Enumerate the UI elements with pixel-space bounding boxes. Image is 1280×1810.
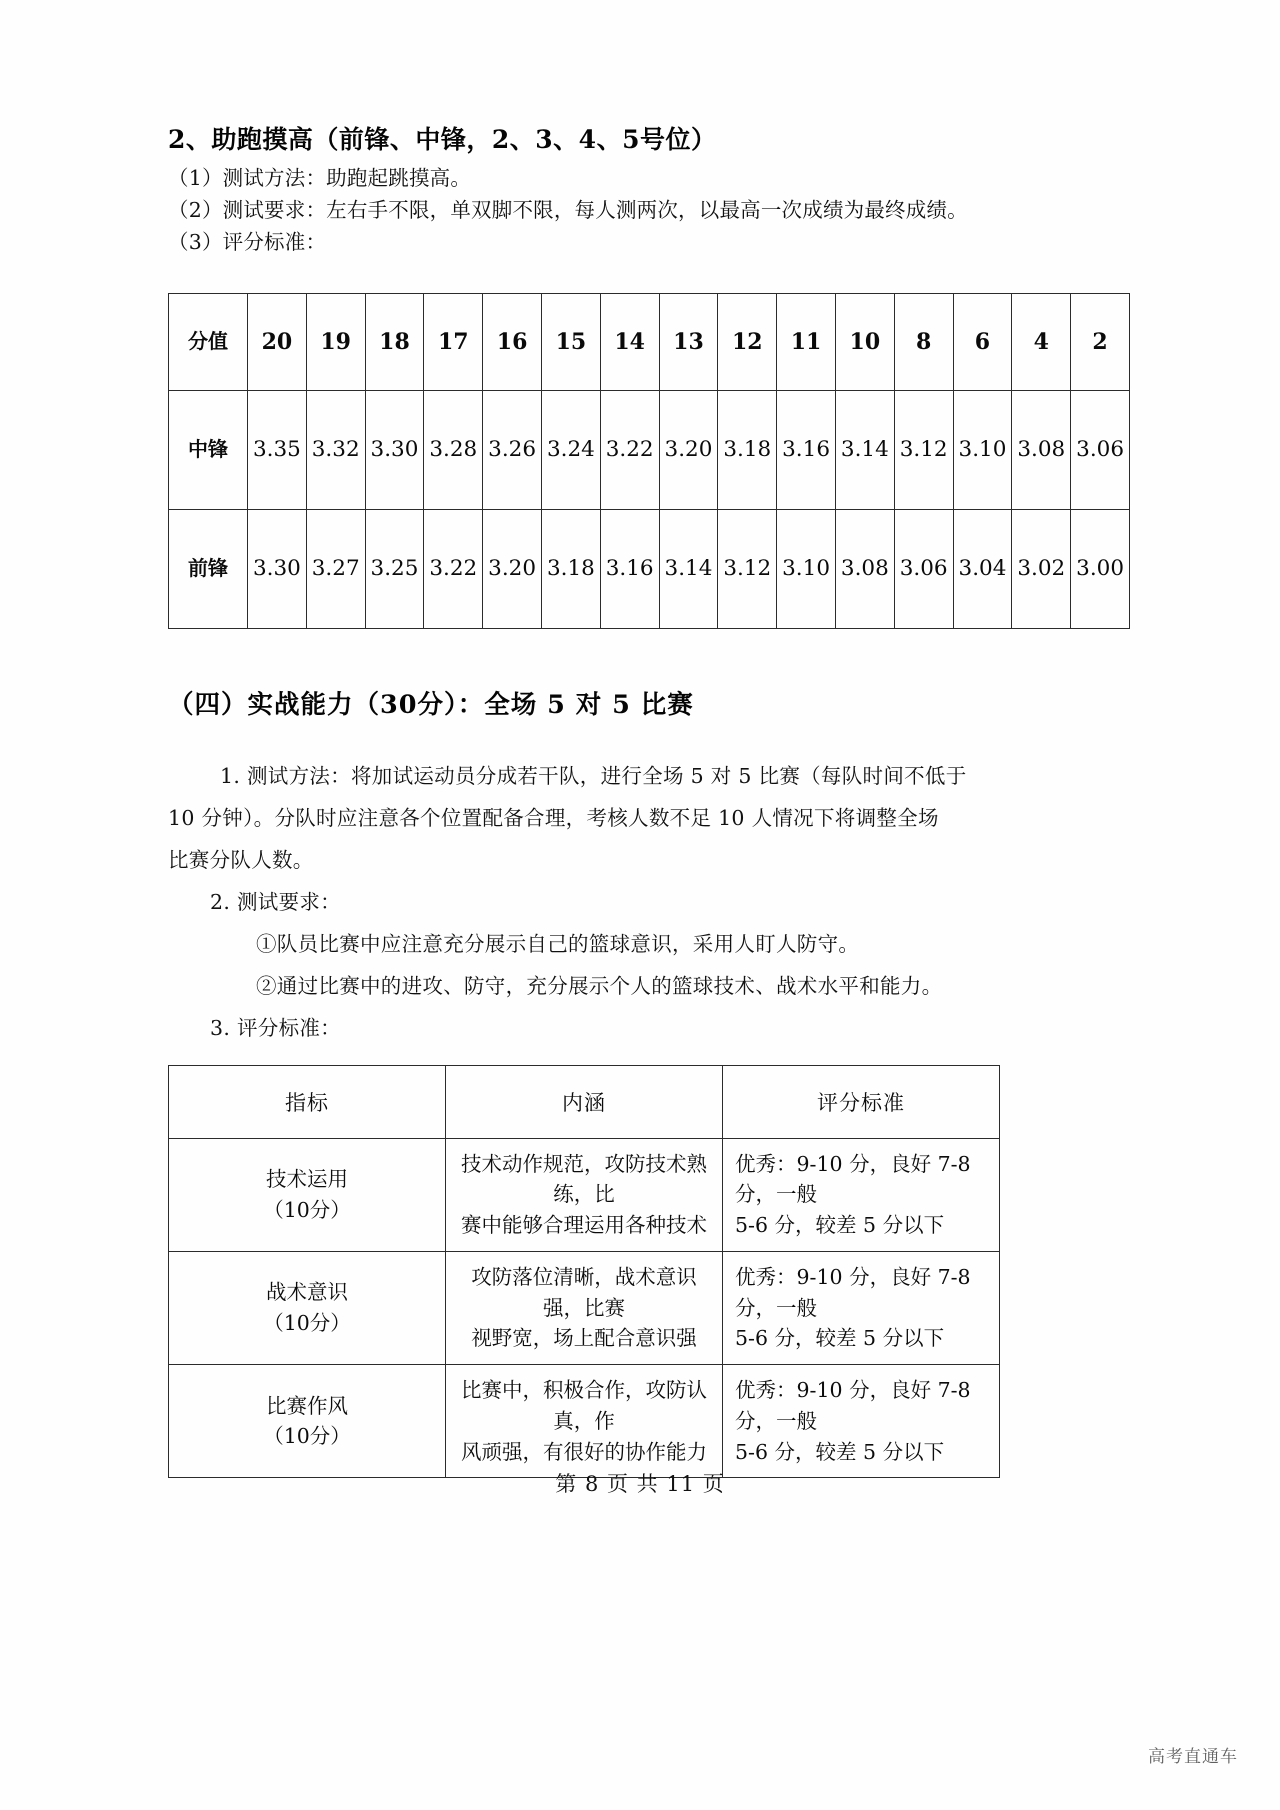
score-header-cell: 11 xyxy=(777,293,836,390)
section-heading-practical-ability: （四）实战能力（30分）：全场 5 对 5 比赛 xyxy=(168,689,694,720)
criteria-indicator-points: （10分） xyxy=(263,1197,351,1222)
score-value-cell: 3.02 xyxy=(1012,509,1071,628)
criteria-indicator-name: 技术运用 xyxy=(266,1167,348,1192)
score-header-cell: 12 xyxy=(718,293,777,390)
score-value-cell: 3.16 xyxy=(777,390,836,509)
score-value-cell: 3.20 xyxy=(483,509,542,628)
criteria-indicator-cell xyxy=(169,1138,446,1251)
position-label-center: 中锋 xyxy=(169,390,248,509)
score-value-cell: 3.26 xyxy=(483,390,542,509)
score-value-cell: 3.28 xyxy=(424,390,483,509)
criteria-meaning-line2: 赛中能够合理运用各种技术 xyxy=(461,1213,707,1238)
criteria-standard-line1: 优秀：9-10 分，良好 7-8 分，一般 xyxy=(735,1151,971,1207)
score-value-cell: 3.08 xyxy=(835,509,894,628)
score-value-cell: 3.32 xyxy=(306,390,365,509)
table-row xyxy=(169,509,1130,628)
score-value-cell: 3.00 xyxy=(1071,509,1130,628)
score-value-cell: 3.06 xyxy=(1071,390,1130,509)
method-paragraph-line3: 比赛分队人数。 xyxy=(168,847,314,872)
score-header-cell: 10 xyxy=(835,293,894,390)
score-value-cell: 3.18 xyxy=(541,509,600,628)
criteria-indicator-name: 战术意识 xyxy=(266,1280,348,1305)
criteria-indicator-points: （10分） xyxy=(263,1424,351,1449)
requirement-item-1: ①队员比赛中应注意充分展示自己的篮球意识，采用人盯人防守。 xyxy=(256,931,860,956)
criteria-header-standard: 评分标准 xyxy=(723,1065,1000,1138)
criteria-header-indicator: 指标 xyxy=(169,1065,446,1138)
score-header-cell: 19 xyxy=(306,293,365,390)
method-paragraph-line1: 1. 测试方法：将加试运动员分成若干队，进行全场 5 对 5 比赛（每队时间不低于 xyxy=(220,763,967,788)
test-method-line: （1）测试方法：助跑起跳摸高。 xyxy=(168,166,472,191)
score-label-cell: 分值 xyxy=(169,293,248,390)
score-table-body xyxy=(169,293,1130,628)
criteria-standard-cell xyxy=(723,1138,1000,1251)
score-header-cell: 4 xyxy=(1012,293,1071,390)
position-label-forward: 前锋 xyxy=(169,509,248,628)
score-value-cell: 3.22 xyxy=(424,509,483,628)
table-row xyxy=(169,1138,1000,1251)
criteria-indicator-cell xyxy=(169,1251,446,1364)
criteria-meaning-line2: 风顽强，有很好的协作能力 xyxy=(461,1439,707,1464)
criteria-heading: 3. 评分标准： xyxy=(210,1015,341,1040)
score-value-cell: 3.35 xyxy=(248,390,307,509)
score-value-cell: 3.27 xyxy=(306,509,365,628)
criteria-header-meaning: 内涵 xyxy=(446,1065,723,1138)
criteria-indicator-name: 比赛作风 xyxy=(266,1393,348,1418)
criteria-meaning-line1: 技术动作规范，攻防技术熟练，比 xyxy=(461,1151,707,1207)
criteria-standard-line2: 5-6 分，较差 5 分以下 xyxy=(735,1326,945,1351)
criteria-standard-line1: 优秀：9-10 分，良好 7-8 分，一般 xyxy=(735,1378,971,1433)
criteria-standard-line1: 优秀：9-10 分，良好 7-8 分，一般 xyxy=(735,1264,971,1320)
criteria-indicator-cell xyxy=(169,1365,446,1478)
score-value-cell: 3.10 xyxy=(777,509,836,628)
score-header-cell: 13 xyxy=(659,293,718,390)
page-content xyxy=(168,124,1130,1478)
page-footer: 第 8 页 共 11 页 xyxy=(555,1472,725,1496)
score-value-cell: 3.06 xyxy=(894,509,953,628)
table-row xyxy=(169,1365,1000,1478)
score-header-cell: 15 xyxy=(541,293,600,390)
score-value-cell: 3.20 xyxy=(659,390,718,509)
score-header-cell: 2 xyxy=(1071,293,1130,390)
table-row xyxy=(169,390,1130,509)
table-row xyxy=(169,1251,1000,1364)
scoring-standard-line: （3）评分标准： xyxy=(168,229,327,254)
watermark-label: 高考直通车 xyxy=(1148,1747,1238,1767)
score-header-cell: 6 xyxy=(953,293,1012,390)
score-value-cell: 3.25 xyxy=(365,509,424,628)
criteria-standard-cell xyxy=(723,1365,1000,1478)
method-paragraph-line2: 10 分钟）。分队时应注意各个位置配备合理，考核人数不足 10 人情况下将调整全场 xyxy=(168,805,939,830)
criteria-meaning-cell xyxy=(446,1138,723,1251)
score-value-cell: 3.04 xyxy=(953,509,1012,628)
score-value-cell: 3.10 xyxy=(953,390,1012,509)
criteria-meaning-line1: 攻防落位清晰，战术意识强，比赛 xyxy=(471,1264,697,1320)
requirement-heading: 2. 测试要求： xyxy=(210,889,341,914)
score-value-cell: 3.22 xyxy=(600,390,659,509)
section-heading-running-jump: 2、助跑摸高（前锋、中锋，2、3、4、5号位） xyxy=(168,125,717,154)
score-value-cell: 3.18 xyxy=(718,390,777,509)
criteria-meaning-line1: 比赛中，积极合作，攻防认真，作 xyxy=(461,1378,707,1433)
criteria-table-body xyxy=(169,1065,1000,1478)
score-header-cell: 18 xyxy=(365,293,424,390)
requirement-item-2: ②通过比赛中的进攻、防守，充分展示个人的篮球技术、战术水平和能力。 xyxy=(256,973,943,998)
criteria-table xyxy=(168,1065,1000,1479)
score-value-cell: 3.12 xyxy=(718,509,777,628)
score-value-cell: 3.30 xyxy=(248,509,307,628)
score-header-cell: 16 xyxy=(483,293,542,390)
criteria-meaning-cell xyxy=(446,1251,723,1364)
criteria-indicator-points: （10分） xyxy=(263,1311,351,1336)
score-header-cell: 17 xyxy=(424,293,483,390)
criteria-table-header-row xyxy=(169,1065,1000,1138)
score-value-cell: 3.30 xyxy=(365,390,424,509)
test-requirement-line: （2）测试要求：左右手不限，单双脚不限，每人测两次，以最高一次成绩为最终成绩。 xyxy=(168,198,968,223)
score-header-cell: 14 xyxy=(600,293,659,390)
criteria-standard-line2: 5-6 分，较差 5 分以下 xyxy=(735,1213,945,1238)
score-value-cell: 3.14 xyxy=(835,390,894,509)
score-value-cell: 3.16 xyxy=(600,509,659,628)
score-value-cell: 3.12 xyxy=(894,390,953,509)
score-header-cell: 20 xyxy=(248,293,307,390)
criteria-standard-cell xyxy=(723,1251,1000,1364)
score-value-cell: 3.08 xyxy=(1012,390,1071,509)
score-value-cell: 3.24 xyxy=(541,390,600,509)
score-table xyxy=(168,293,1130,629)
score-table-header-row xyxy=(169,293,1130,390)
score-header-cell: 8 xyxy=(894,293,953,390)
criteria-standard-line2: 5-6 分，较差 5 分以下 xyxy=(735,1439,945,1464)
score-value-cell: 3.14 xyxy=(659,509,718,628)
criteria-meaning-line2: 视野宽，场上配合意识强 xyxy=(471,1326,697,1351)
criteria-meaning-cell xyxy=(446,1365,723,1478)
